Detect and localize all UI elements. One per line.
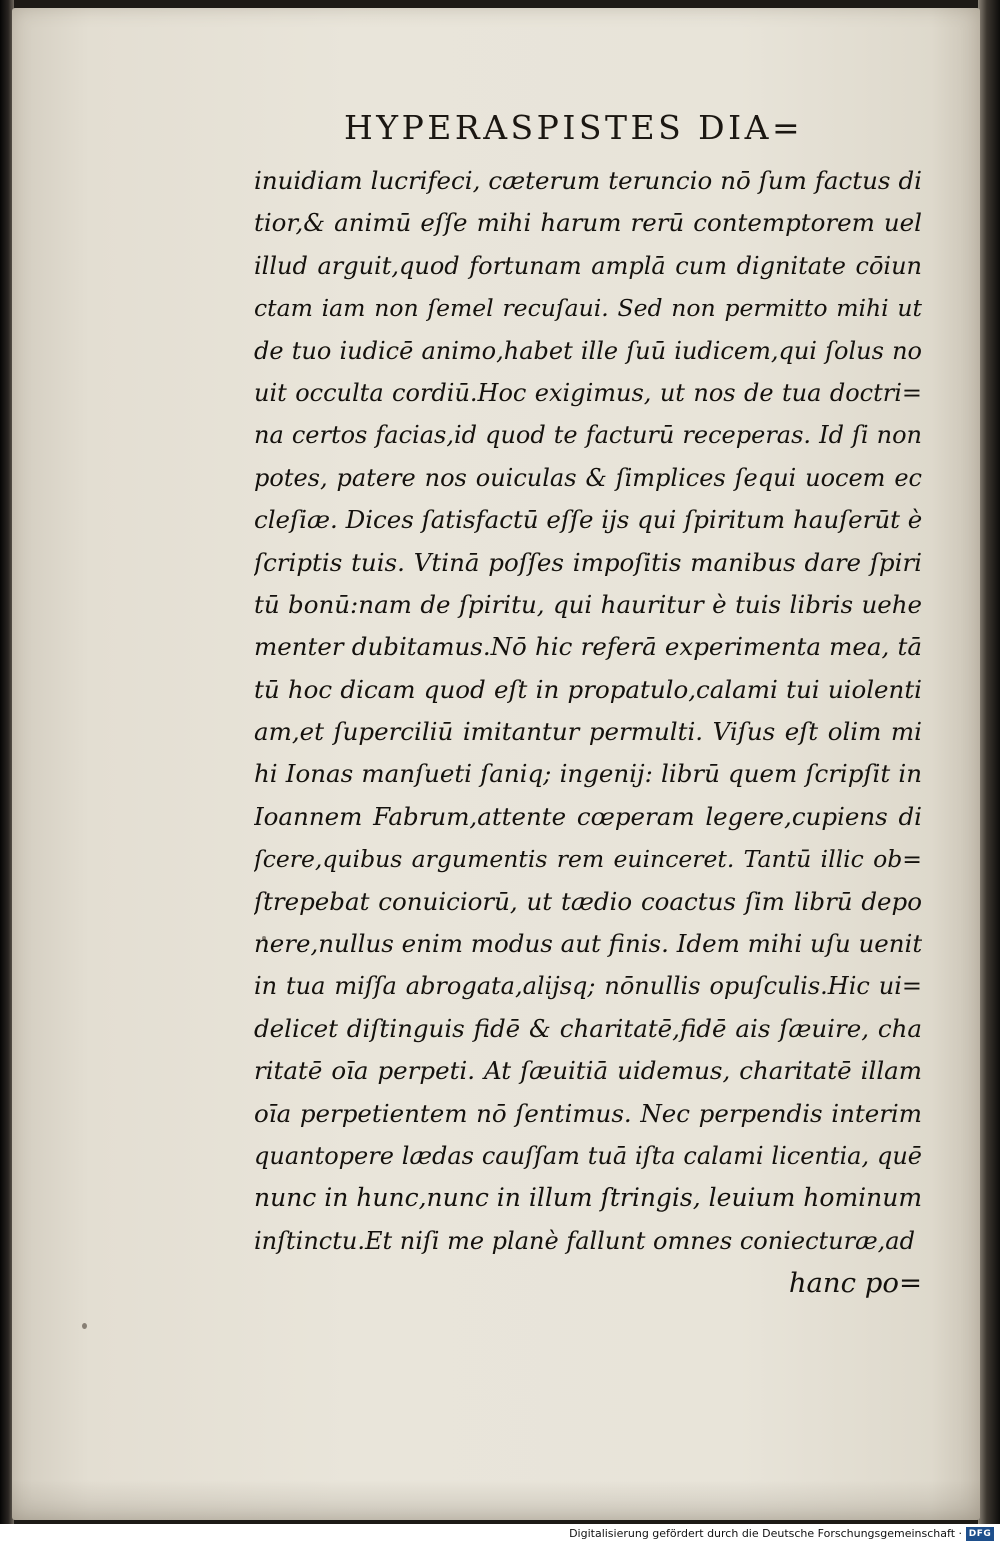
body-text bbox=[254, 160, 922, 1305]
text-line: na certos facias,id quod te facturū receperas. Id ſi non bbox=[254, 421, 922, 450]
text-line: ctam iam non ſemel recuſaui. Sed non permitto mihi ut bbox=[254, 294, 922, 323]
text-line: hi Ionas manſueti ſaniq; ingenij: librū quem ſcripſit in bbox=[254, 759, 922, 789]
text-line: cleſiæ. Dices ſatisfactū eſſe ijs qui ſpiritum hauſerūt è bbox=[254, 505, 922, 535]
book-edge-right bbox=[978, 0, 1000, 1524]
dfg-logo: DFG bbox=[966, 1527, 994, 1541]
text-line: menter dubitamus.Nō hic referā experimenta mea, tā bbox=[254, 632, 922, 662]
text-line: uit occulta cordiū.Hoc exigimus, ut nos de tua doctri= bbox=[254, 378, 922, 407]
text-line: in tua miſſa abrogata,alijsq; nōnullis opuſculis.Hic ui= bbox=[254, 972, 922, 1001]
text-line: nunc in hunc,nunc in illum ſtringis, leuium hominum bbox=[254, 1183, 922, 1213]
text-line: quantopere lædas cauſſam tuā iſta calami licentia, quē bbox=[254, 1141, 922, 1170]
text-line: inſtinctu.Et niſi me planè fallunt omnes coniecturæ,ad bbox=[254, 1226, 915, 1255]
text-line: inuidiam lucrifeci, cæterum teruncio nō ſum factus di bbox=[254, 166, 922, 195]
text-line: potes, patere nos ouiculas & ſimplices ſequi uocem ec bbox=[254, 463, 922, 492]
text-line: Ioannem Fabrum,attente cœperam legere,cupiens di bbox=[254, 801, 922, 831]
text-line: de tuo iudicē animo,habet ille ſuū iudicem,qui ſolus no bbox=[254, 336, 922, 365]
text-line: illud arguit,quod fortunam amplā cum dignitate cōiun bbox=[254, 251, 922, 280]
text-line: ritatē oīa perpeti. At ſæuitiā uidemus, charitatē illam bbox=[254, 1056, 922, 1086]
running-head: HYPERASPISTES DIA= bbox=[344, 108, 804, 147]
text-line: ſtrepebat conuiciorū, ut tædio coactus ſim librū depo bbox=[254, 886, 922, 916]
text-line: oīa perpetientem nō ſentimus. Nec perpendis interim bbox=[254, 1098, 922, 1128]
catchword: hanc po= bbox=[788, 1267, 922, 1300]
text-line: ſcere,quibus argumentis rem euinceret. Tantū illic ob= bbox=[254, 845, 922, 874]
text-line: delicet diſtinguis fidē & charitatē,fidē ais ſæuire, cha bbox=[254, 1013, 922, 1043]
footer-bar bbox=[0, 1524, 1000, 1544]
text-line: tū bonū:nam de ſpiritu, qui hauritur è tuis libris uehe bbox=[254, 589, 922, 619]
digitization-credit: Digitalisierung gefördert durch die Deutsche Forschungsgemeinschaft · bbox=[569, 1527, 962, 1540]
ink-spot bbox=[82, 1323, 87, 1329]
text-line: tior,& animū eſſe mihi harum rerū contemptorem uel bbox=[254, 208, 922, 238]
text-line: nere,nullus enim modus aut finis. Idem mihi uſu uenit bbox=[254, 929, 922, 959]
text-line: am,et ſuperciliū imitantur permulti. Viſus eſt olim mi bbox=[254, 717, 922, 747]
page-shadow bbox=[12, 1480, 980, 1520]
text-line: ſcriptis tuis. Vtinā poſſes impoſitis manibus dare ſpiri bbox=[254, 547, 922, 577]
text-line: tū hoc dicam quod eſt in propatulo,calami tui uiolenti bbox=[254, 674, 922, 704]
